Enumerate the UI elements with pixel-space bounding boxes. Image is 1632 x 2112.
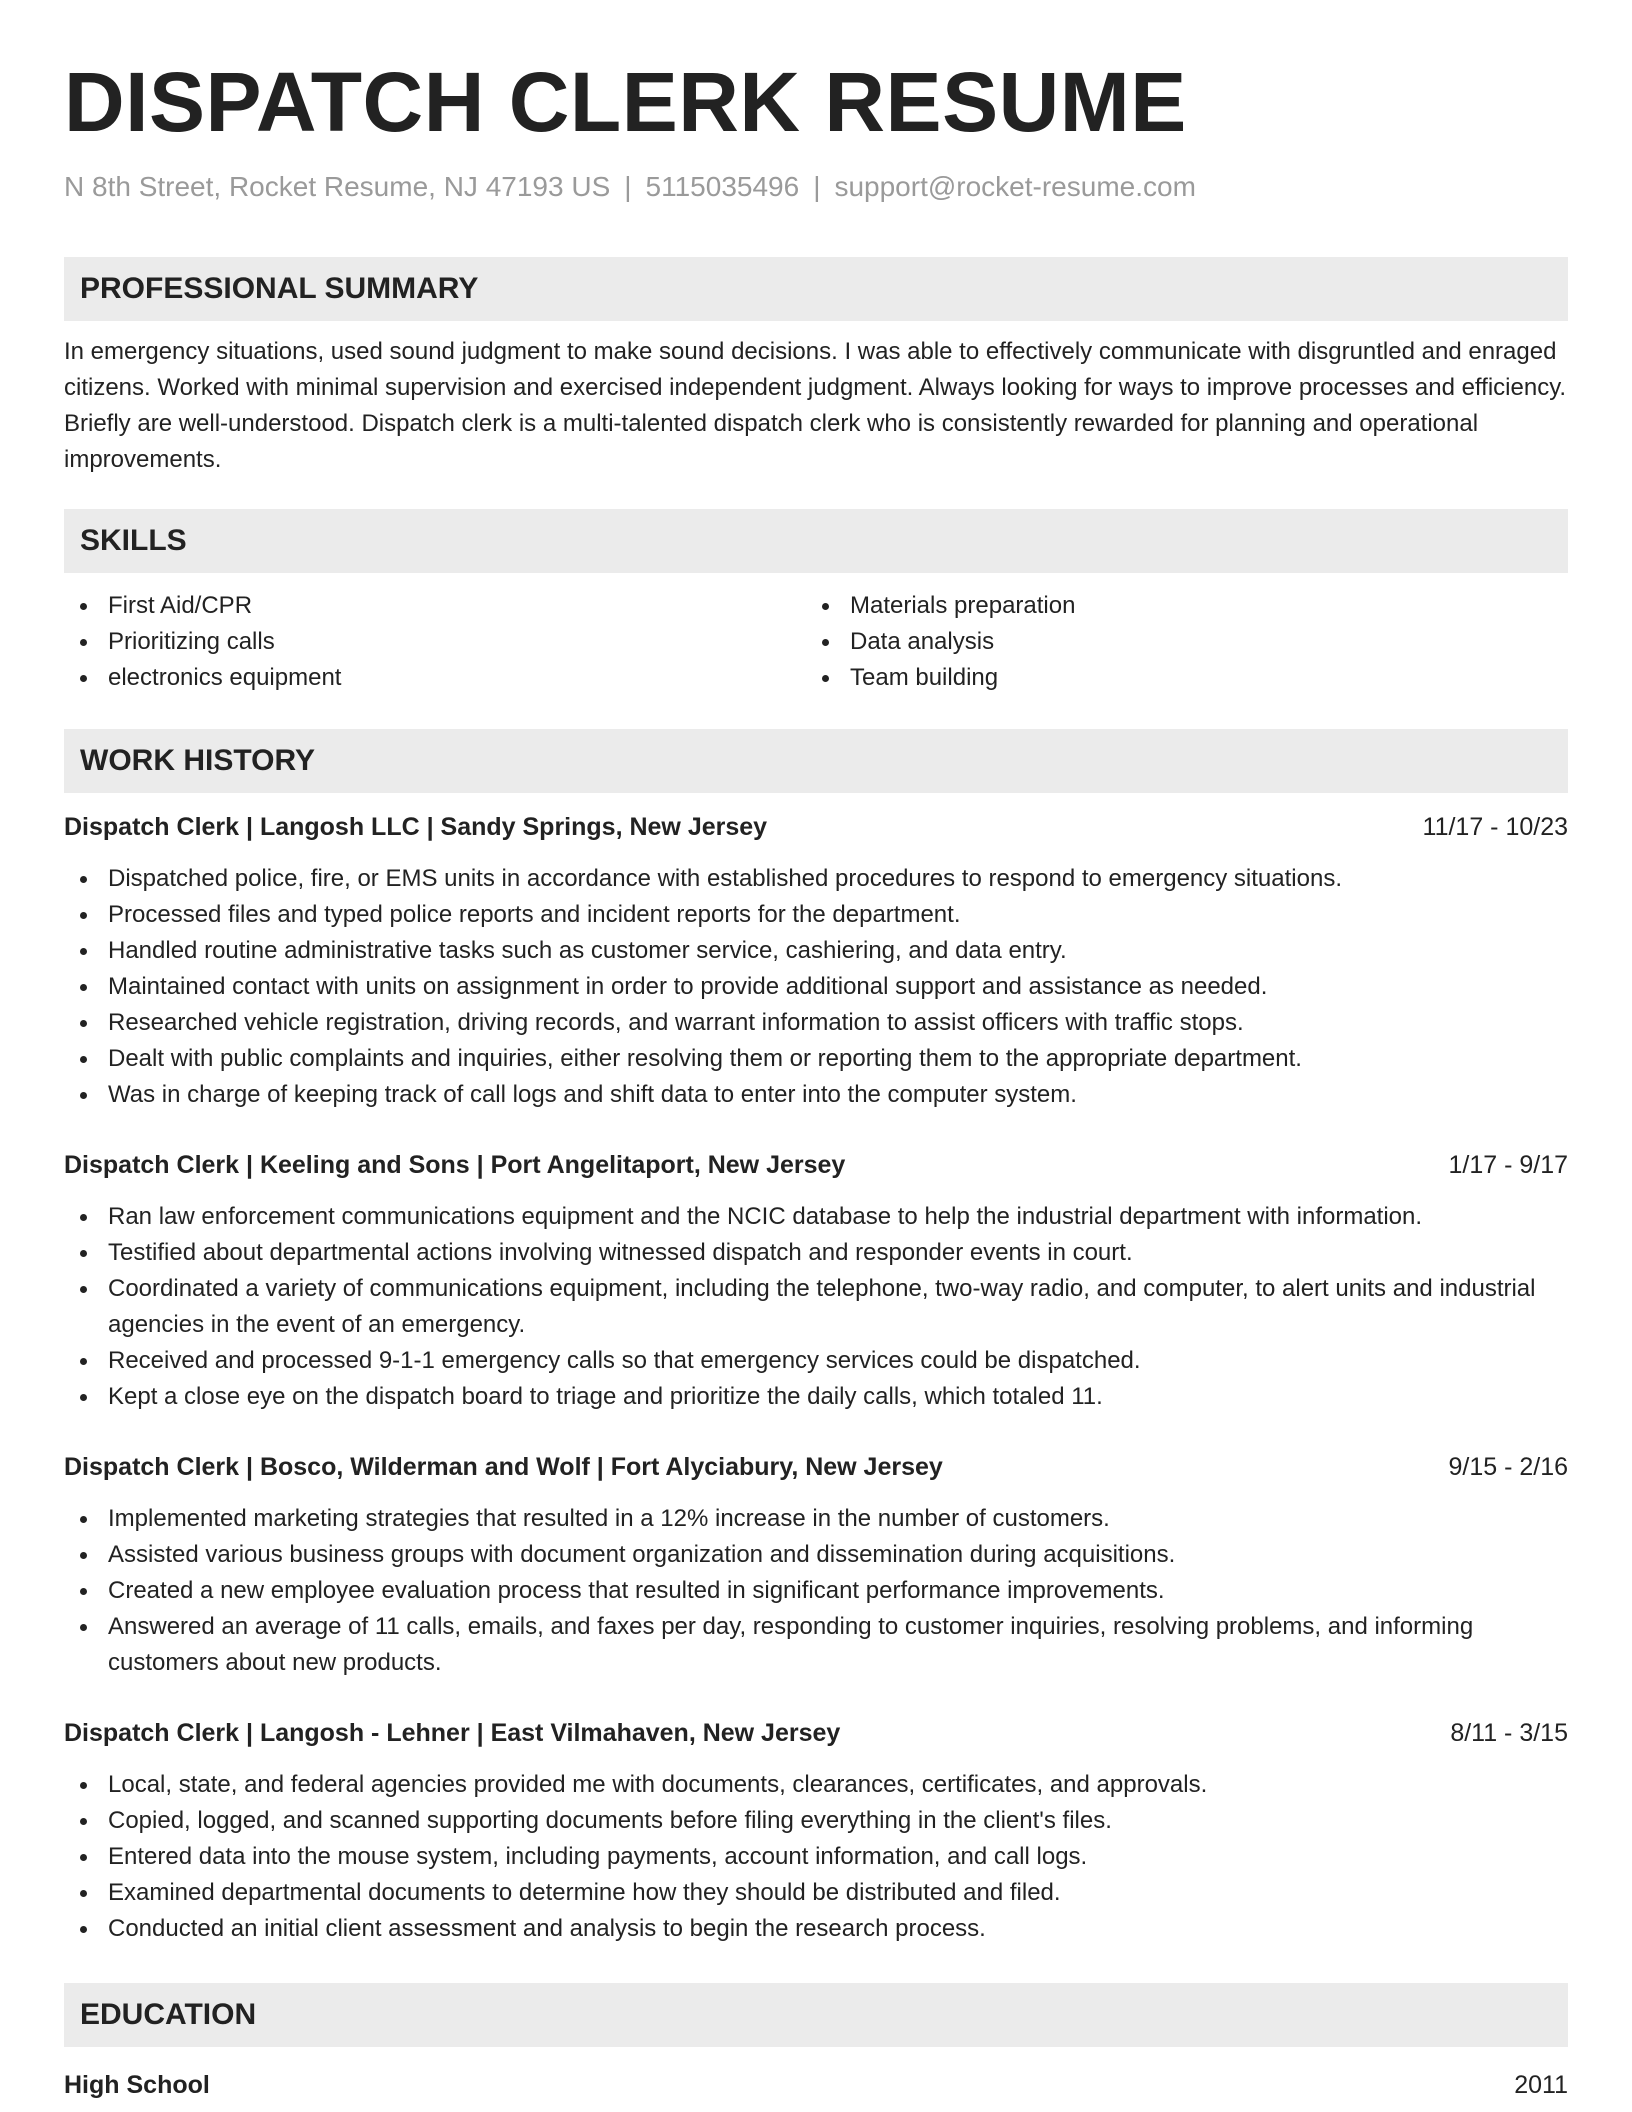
work-history-heading: WORK HISTORY xyxy=(64,729,1568,793)
education-entry xyxy=(64,2067,1568,2103)
education-year: 2011 xyxy=(1514,2071,1568,2099)
job-bullets xyxy=(64,1199,1568,1415)
job-bullet: Kept a close eye on the dispatch board to triage and prioritize the daily calls, which totaled 11. xyxy=(64,1379,1568,1415)
skill-item: Prioritizing calls xyxy=(64,624,806,660)
summary-text: In emergency situations, used sound judgment to make sound decisions. I was able to effectively communicate with disgruntled and enraged citizens. Worked with minimal supervision and exercised independent judgment. Always looking for ways to improve processes and efficiency. Briefly are well-understood. Dispatch clerk is a multi-talented dispatch clerk who is consistently rewarded for planning and operational improvements. xyxy=(64,338,1567,473)
job-bullet: Dispatched police, fire, or EMS units in accordance with established procedures to respond to emergency situations. xyxy=(64,861,1568,897)
education-school: High School xyxy=(64,2071,210,2099)
job-bullet: Was in charge of keeping track of call logs and shift data to enter into the computer system. xyxy=(64,1077,1568,1113)
job-title: Dispatch Clerk | Keeling and Sons | Port Angelitaport, New Jersey xyxy=(64,1151,846,1179)
job-bullet: Researched vehicle registration, driving records, and warrant information to assist officers with traffic stops. xyxy=(64,1005,1568,1041)
job-title: Dispatch Clerk | Langosh LLC | Sandy Springs, New Jersey xyxy=(64,813,768,841)
job-dates: 8/11 - 3/15 xyxy=(1450,1719,1568,1747)
contact-separator: | xyxy=(813,171,821,202)
job-bullet: Testified about departmental actions involving witnessed dispatch and responder events in court. xyxy=(64,1235,1568,1271)
job-bullet: Assisted various business groups with document organization and dissemination during acquisitions. xyxy=(64,1537,1568,1573)
skills-column-left xyxy=(64,588,806,696)
job-bullet: Maintained contact with units on assignment in order to provide additional support and assistance as needed. xyxy=(64,969,1568,1005)
job-bullet: Processed files and typed police reports and incident reports for the department. xyxy=(64,897,1568,933)
job-dates: 11/17 - 10/23 xyxy=(1422,813,1568,841)
contact-phone: 5115035496 xyxy=(645,171,800,202)
job-dates: 1/17 - 9/17 xyxy=(1448,1151,1568,1179)
skill-item: First Aid/CPR xyxy=(64,588,806,624)
job-header xyxy=(64,1147,1568,1183)
job-entry xyxy=(64,809,1568,1113)
skill-item: Materials preparation xyxy=(806,588,1548,624)
job-entry xyxy=(64,1147,1568,1415)
job-bullets xyxy=(64,1767,1568,1947)
job-bullet: Implemented marketing strategies that resulted in a 12% increase in the number of customers. xyxy=(64,1501,1568,1537)
job-bullet: Dealt with public complaints and inquiries, either resolving them or reporting them to the appropriate department. xyxy=(64,1041,1568,1077)
skills-heading: SKILLS xyxy=(64,509,1568,573)
skill-item: Team building xyxy=(806,660,1548,696)
contact-separator: | xyxy=(624,171,632,202)
education-heading: EDUCATION xyxy=(64,1983,1568,2047)
skills-column-right xyxy=(806,588,1548,696)
job-bullet: Entered data into the mouse system, including payments, account information, and call logs. xyxy=(64,1839,1568,1875)
job-bullet: Ran law enforcement communications equipment and the NCIC database to help the industrial department with information. xyxy=(64,1199,1568,1235)
job-bullet: Handled routine administrative tasks such as customer service, cashiering, and data entry. xyxy=(64,933,1568,969)
job-title: Dispatch Clerk | Bosco, Wilderman and Wolf | Fort Alyciabury, New Jersey xyxy=(64,1453,943,1481)
job-entry xyxy=(64,1715,1568,1947)
skill-item: electronics equipment xyxy=(64,660,806,696)
job-bullet: Copied, logged, and scanned supporting documents before filing everything in the client's files. xyxy=(64,1803,1568,1839)
job-header xyxy=(64,1715,1568,1751)
job-entry xyxy=(64,1449,1568,1681)
job-bullet: Created a new employee evaluation process that resulted in significant performance improvements. xyxy=(64,1573,1568,1609)
job-bullet: Received and processed 9-1-1 emergency calls so that emergency services could be dispatched. xyxy=(64,1343,1568,1379)
summary-heading: PROFESSIONAL SUMMARY xyxy=(64,257,1568,321)
contact-email: support@rocket-resume.com xyxy=(834,171,1196,202)
job-header xyxy=(64,1449,1568,1485)
job-title: Dispatch Clerk | Langosh - Lehner | East Vilmahaven, New Jersey xyxy=(64,1719,841,1747)
job-bullet: Coordinated a variety of communications equipment, including the telephone, two-way radio, and computer, to alert units and industrial agencies in the event of an emergency. xyxy=(64,1271,1568,1343)
resume-title: DISPATCH CLERK RESUME xyxy=(64,55,1187,149)
contact-address: N 8th Street, Rocket Resume, NJ 47193 US xyxy=(64,171,611,202)
job-bullet: Answered an average of 11 calls, emails, and faxes per day, responding to customer inquiries, resolving problems, and informing customers about new products. xyxy=(64,1609,1568,1681)
job-bullet: Examined departmental documents to determine how they should be distributed and filed. xyxy=(64,1875,1568,1911)
job-bullet: Local, state, and federal agencies provided me with documents, clearances, certificates, and approvals. xyxy=(64,1767,1568,1803)
job-header xyxy=(64,809,1568,845)
job-bullet: Conducted an initial client assessment and analysis to begin the research process. xyxy=(64,1911,1568,1947)
skills-list xyxy=(64,588,1568,696)
contact-line xyxy=(64,170,1568,204)
job-dates: 9/15 - 2/16 xyxy=(1448,1453,1568,1481)
job-bullets xyxy=(64,861,1568,1113)
skill-item: Data analysis xyxy=(806,624,1548,660)
job-bullets xyxy=(64,1501,1568,1681)
